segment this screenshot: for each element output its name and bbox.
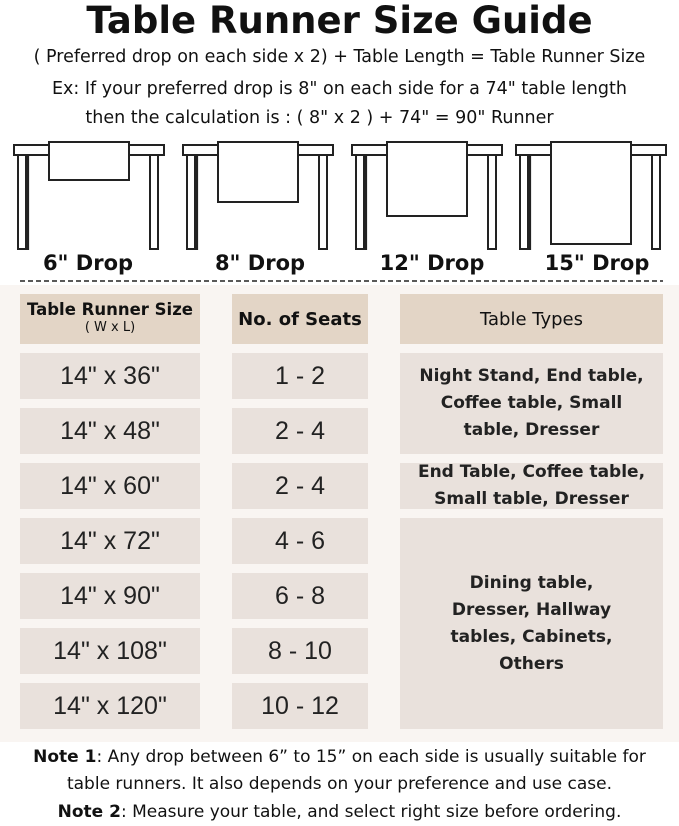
size-cell: 14" x 36" (20, 353, 200, 399)
table-runner (218, 142, 298, 202)
table-leg (652, 154, 660, 249)
table-leg (319, 154, 327, 249)
example-line-2: then the calculation is : ( 8" x 2 ) + 74" = 90" Runner (85, 108, 554, 128)
example-line-1: Ex: If your preferred drop is 8" on each side for a 74" table length (51, 79, 627, 99)
drop-label-6: 6" Drop (42, 251, 134, 275)
drop-label-12: 12" Drop (379, 251, 485, 275)
header-seats: No. of Seats (232, 294, 368, 344)
header-size-sub: ( W x L) (84, 320, 136, 335)
size-cell: 14" x 60" (20, 463, 200, 509)
seats-cell: 6 - 8 (232, 573, 368, 619)
size-cell: 14" x 90" (20, 573, 200, 619)
table-runner (387, 142, 467, 216)
size-cell: 14" x 48" (20, 408, 200, 454)
formula-text: ( Preferred drop on each side x 2) + Table Length = Table Runner Size (33, 47, 646, 67)
seats-cell: 8 - 10 (232, 628, 368, 674)
note-1-cont: table runners. It also depends on your preference and use case. (66, 774, 613, 794)
types-cell-1: Night Stand, End table, Coffee table, Small table, Dresser (400, 353, 663, 454)
table-leg (150, 154, 158, 249)
note-2-text: : Measure your table, and select right size before ordering. (120, 802, 622, 822)
note-2 (0, 799, 679, 826)
header-types: Table Types (400, 294, 663, 344)
seats-cell: 4 - 6 (232, 518, 368, 564)
size-cell: 14" x 72" (20, 518, 200, 564)
header-size (20, 294, 200, 344)
drop-illustrations (0, 0, 679, 290)
seats-cell: 10 - 12 (232, 683, 368, 729)
page-title: Table Runner Size Guide (86, 0, 593, 42)
note-2-label: Note 2 (57, 802, 121, 822)
table-leg (520, 154, 528, 249)
header-size-label: Table Runner Size (26, 300, 193, 319)
table-leg (187, 154, 195, 249)
note-1 (0, 744, 679, 771)
seats-cell: 2 - 4 (232, 463, 368, 509)
table-leg (18, 154, 26, 249)
drop-label-8: 8" Drop (214, 251, 306, 275)
size-cell: 14" x 108" (20, 628, 200, 674)
table-leg (488, 154, 496, 249)
table-runner (49, 142, 129, 180)
note-1-label: Note 1 (33, 747, 97, 767)
table-runner (551, 142, 631, 244)
types-cell-2: End Table, Coffee table, Small table, Dresser (400, 463, 663, 509)
drop-label-15: 15" Drop (544, 251, 650, 275)
seats-cell: 1 - 2 (232, 353, 368, 399)
table-leg (356, 154, 364, 249)
seats-cell: 2 - 4 (232, 408, 368, 454)
types-cell-3: Dining table, Dresser, Hallway tables, Cabinets, Others (400, 518, 663, 729)
size-cell: 14" x 120" (20, 683, 200, 729)
note-1-text: : Any drop between 6” to 15” on each side is usually suitable for (96, 747, 646, 767)
